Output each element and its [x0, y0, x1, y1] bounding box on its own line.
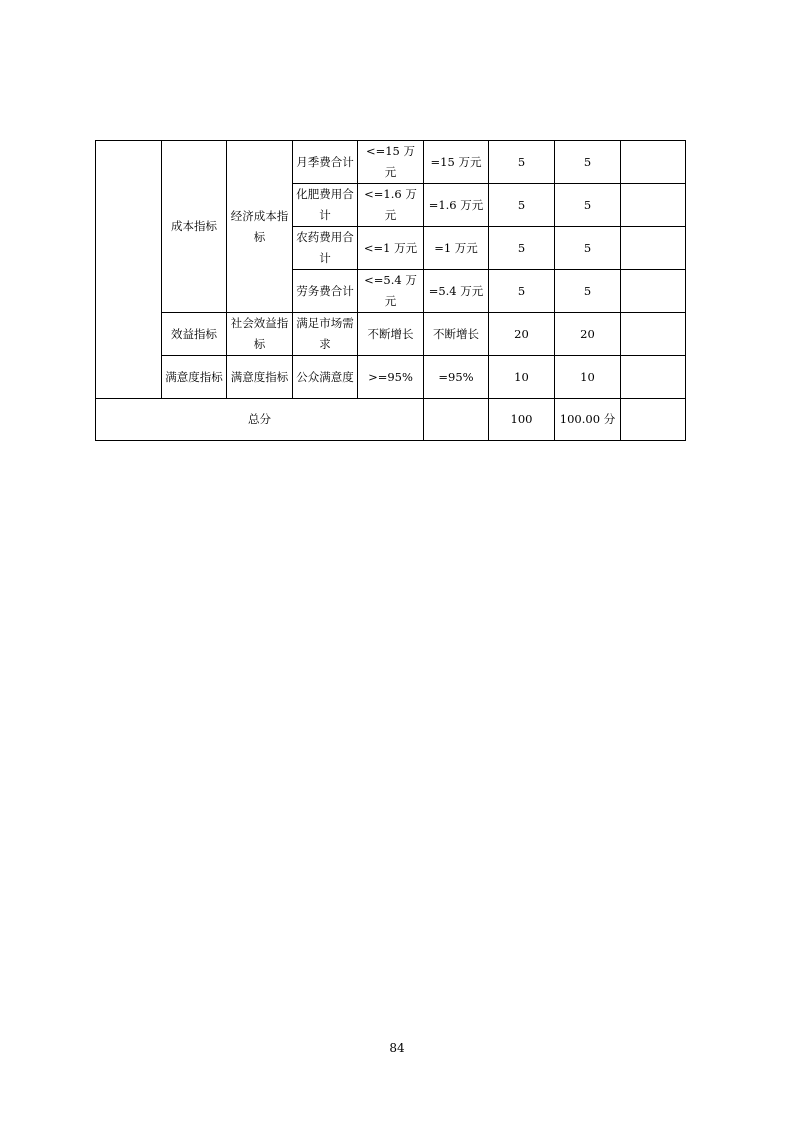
target-value-cell: <=15 万元: [358, 141, 424, 184]
weight-cell: 5: [489, 141, 555, 184]
note-cell: [621, 227, 686, 270]
indicator-name-cell: 满足市场需求: [293, 313, 358, 356]
score-cell: 5: [555, 184, 621, 227]
indicator-name-cell: 农药费用合计: [293, 227, 358, 270]
total-score-cell: 100.00 分: [555, 399, 621, 441]
actual-value-cell: =1.6 万元: [424, 184, 489, 227]
actual-value-cell: =5.4 万元: [424, 270, 489, 313]
score-cell: 5: [555, 270, 621, 313]
score-cell: 10: [555, 356, 621, 399]
actual-value-cell: 不断增长: [424, 313, 489, 356]
benefit-indicator-cell: 效益指标: [162, 313, 227, 356]
note-cell: [621, 141, 686, 184]
note-cell: [621, 356, 686, 399]
page-number: 84: [389, 1041, 405, 1055]
target-value-cell: <=1 万元: [358, 227, 424, 270]
economic-cost-indicator-cell: 经济成本指标: [227, 141, 293, 313]
performance-indicator-table: [95, 140, 686, 441]
total-label-cell: 总分: [96, 399, 424, 441]
note-cell: [621, 313, 686, 356]
score-cell: 20: [555, 313, 621, 356]
weight-cell: 10: [489, 356, 555, 399]
note-cell: [621, 270, 686, 313]
total-actual-cell: [424, 399, 489, 441]
first-level-indicator-cell: [96, 141, 162, 399]
indicator-name-cell: 化肥费用合计: [293, 184, 358, 227]
social-benefit-indicator-cell: 社会效益指标: [227, 313, 293, 356]
note-cell: [621, 184, 686, 227]
satisfaction-sub-indicator-cell: 满意度指标: [227, 356, 293, 399]
indicator-name-cell: 劳务费合计: [293, 270, 358, 313]
weight-cell: 20: [489, 313, 555, 356]
score-cell: 5: [555, 141, 621, 184]
target-value-cell: <=1.6 万元: [358, 184, 424, 227]
score-cell: 5: [555, 227, 621, 270]
actual-value-cell: =15 万元: [424, 141, 489, 184]
weight-cell: 5: [489, 184, 555, 227]
target-value-cell: 不断增长: [358, 313, 424, 356]
indicator-name-cell: 公众满意度: [293, 356, 358, 399]
satisfaction-indicator-cell: 满意度指标: [162, 356, 227, 399]
cost-indicator-cell: 成本指标: [162, 141, 227, 313]
actual-value-cell: =95%: [424, 356, 489, 399]
weight-cell: 5: [489, 270, 555, 313]
total-note-cell: [621, 399, 686, 441]
actual-value-cell: =1 万元: [424, 227, 489, 270]
total-weight-cell: 100: [489, 399, 555, 441]
indicator-name-cell: 月季费合计: [293, 141, 358, 184]
target-value-cell: >=95%: [358, 356, 424, 399]
weight-cell: 5: [489, 227, 555, 270]
target-value-cell: <=5.4 万元: [358, 270, 424, 313]
